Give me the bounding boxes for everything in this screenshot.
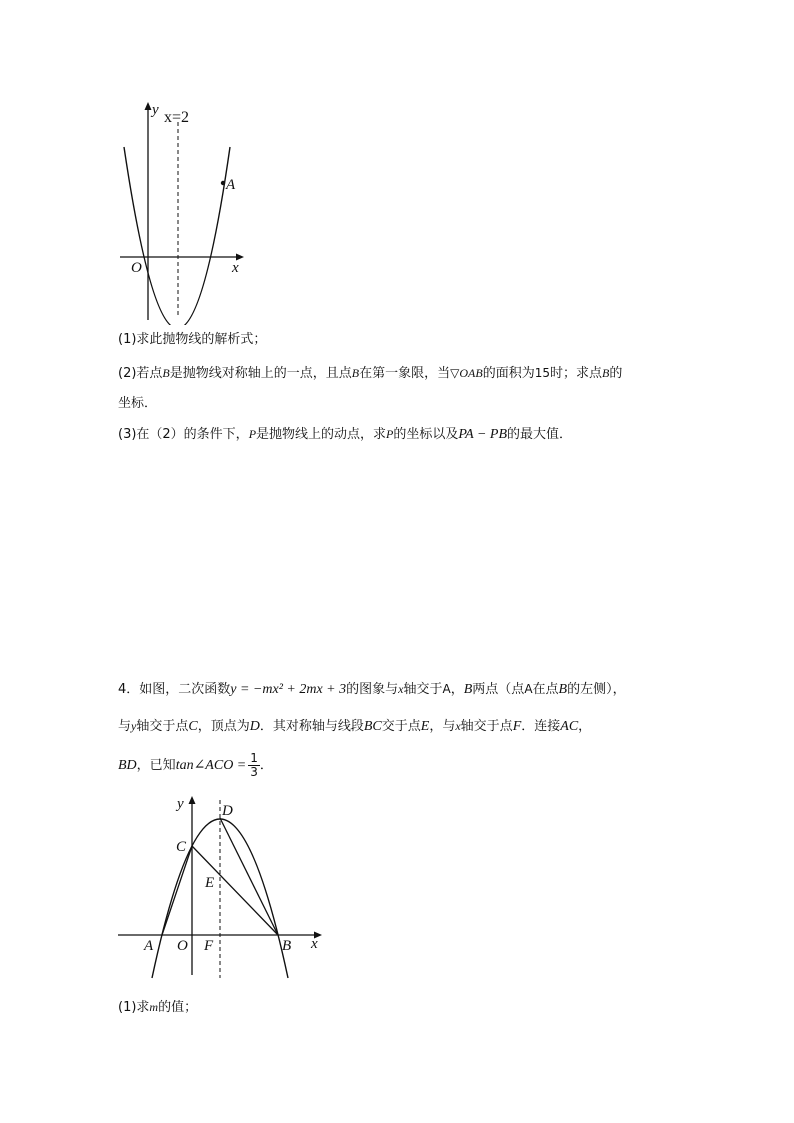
y-axis-arrow	[189, 796, 196, 804]
point-f-label: F	[204, 938, 214, 954]
segment-bd	[220, 818, 278, 935]
point-b-label: B	[282, 938, 292, 954]
q3-part2-line2: 坐标．	[118, 396, 158, 411]
origin-label: O	[131, 260, 142, 276]
parabola-curve	[124, 147, 230, 325]
parabola-figure-1	[110, 95, 260, 325]
x-axis-label: x	[311, 936, 318, 952]
q4-intro-line3: BD，已知tan∠ACO = $\frac{1}{3}$ ．	[118, 751, 273, 779]
point-c-label: C	[176, 839, 187, 855]
origin-label: O	[177, 938, 188, 954]
q3-part2-line1: (2)若点B是抛物线对称轴上的一点，且点B在第一象限，当▽OAB的面积为15时；求点B的	[118, 366, 623, 381]
point-a-label: A	[144, 938, 154, 954]
q4-part1: (1)求m的值；	[118, 1000, 198, 1015]
point-a-label: A	[226, 177, 236, 193]
symmetry-axis-label: x=2	[164, 109, 190, 126]
q4-intro-line2: 与y轴交于点C，顶点为D．其对称轴与线段BC交于点E，与x轴交于点F．连接AC，	[118, 719, 592, 734]
y-axis-label: y	[177, 796, 184, 812]
q4-intro-line1: 4．如图，二次函数y = −mx² + 2mx + 3的图象与x轴交于A，B两点（点A在点B的左侧），	[118, 682, 626, 697]
y-axis-arrow	[145, 102, 152, 110]
q3-part1: (1)求此抛物线的解析式；	[118, 332, 267, 347]
point-e-label: E	[205, 875, 215, 891]
q3-part3: (3)在（2）的条件下，P是抛物线上的动点，求P的坐标以及PA − PB的最大值．	[118, 427, 573, 442]
point-a-dot	[221, 181, 225, 185]
y-axis-label: y	[152, 102, 159, 118]
point-d-label: D	[222, 803, 233, 819]
segment-ac	[162, 846, 192, 935]
x-axis-label: x	[232, 260, 239, 276]
fraction-one-third: $\frac{1}{3}$	[250, 751, 258, 779]
parabola-figure-2	[115, 790, 330, 990]
